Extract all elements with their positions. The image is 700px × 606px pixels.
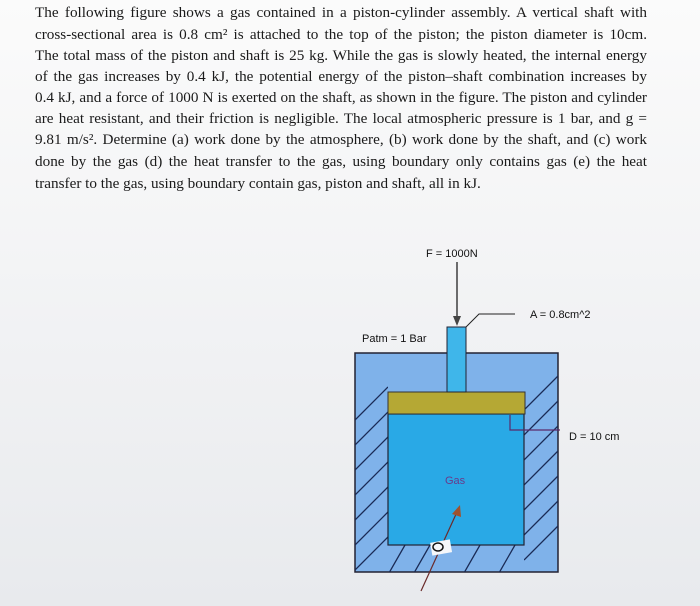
problem-line: transfer to the gas, using boundary contain gas, piston and shaft, all in kJ. — [35, 175, 481, 192]
problem-line: are heat resistant, and their friction is negligible. The local atmospheric pressure is 1 bar, and g = — [35, 110, 647, 127]
diameter-label: D = 10 cm — [569, 431, 620, 443]
problem-line: done by the gas (d) the heat transfer to the gas, using boundary only contains gas (e) the heat — [35, 153, 647, 170]
problem-line: of the gas increases by 0.4 kJ, the potential energy of the piston–shaft combination increases by — [35, 68, 647, 85]
shaft — [447, 327, 466, 392]
problem-line: cross-sectional area is 0.8 cm² is attached to the top of the piston; the piston diameter is 10cm. — [35, 26, 647, 43]
problem-line: The following figure shows a gas contained in a piston-cylinder assembly. A vertical shaft with — [35, 4, 647, 21]
area-leader-line — [466, 314, 515, 327]
piston — [388, 392, 525, 414]
gas-label: Gas — [445, 475, 466, 487]
force-arrow — [453, 262, 461, 326]
area-label: A = 0.8cm^2 — [530, 309, 591, 321]
force-label: F = 1000N — [426, 248, 478, 260]
problem-line: 0.4 kJ, and a force of 1000 N is exerted on the shaft, as shown in the figure. The piston and cylinder — [35, 89, 647, 106]
problem-line: 9.81 m/s². Determine (a) work done by the atmosphere, (b) work done by the shaft, and (c) work — [35, 131, 647, 148]
problem-line: The total mass of the piston and shaft is 25 kg. While the gas is slowly heated, the internal energy — [35, 47, 647, 64]
patm-label: Patm = 1 Bar — [362, 333, 427, 345]
